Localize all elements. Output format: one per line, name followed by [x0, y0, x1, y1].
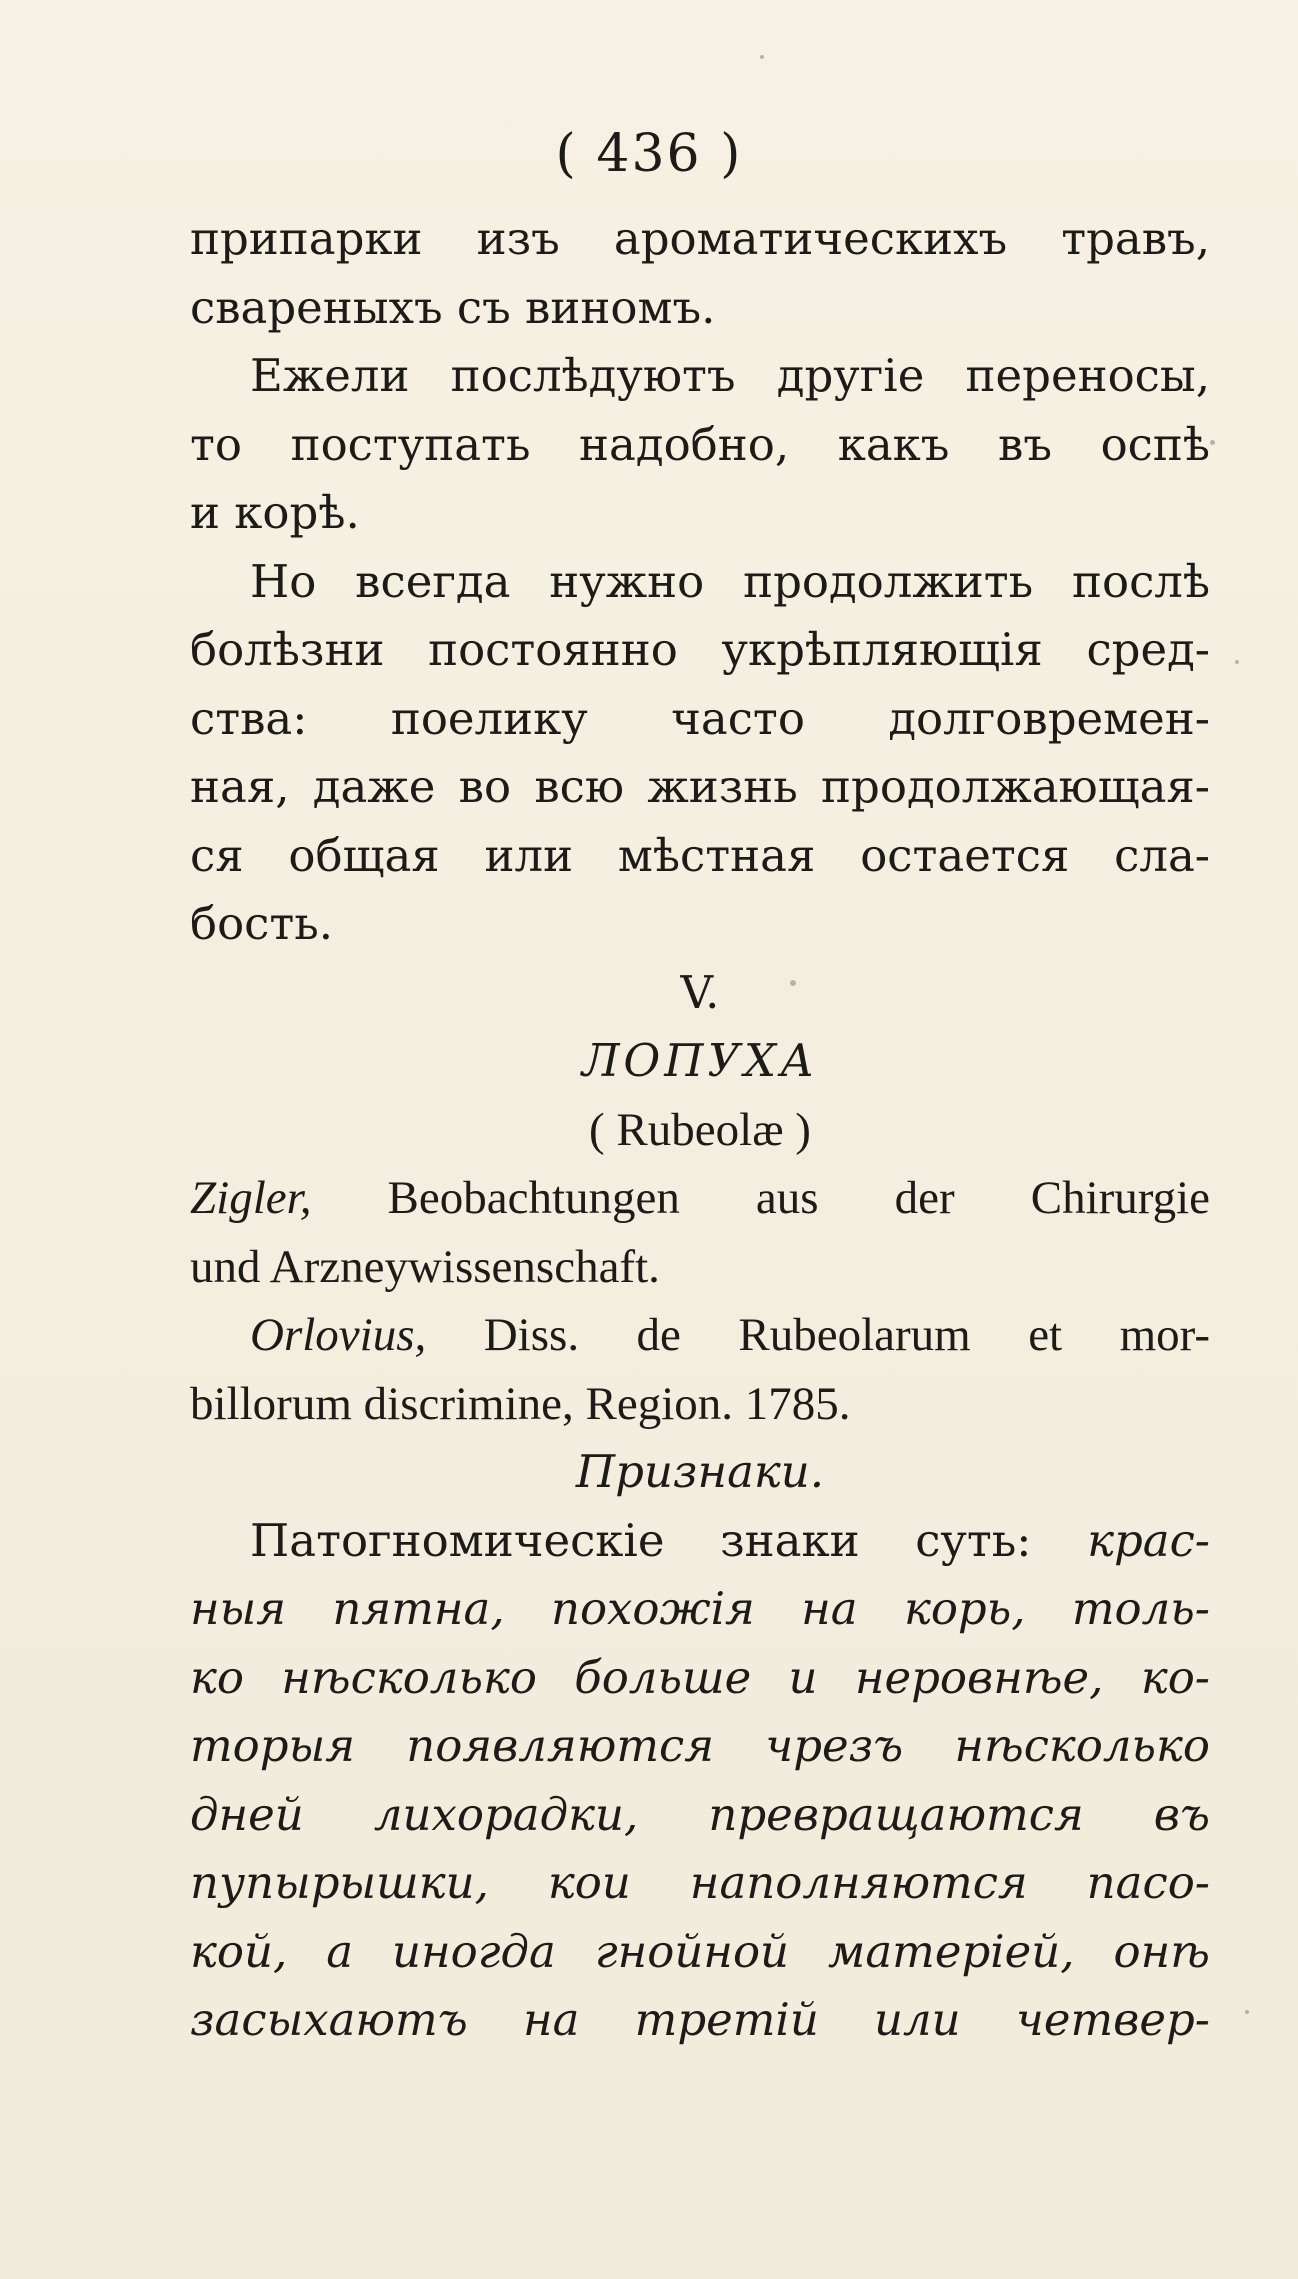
section-number: V. [680, 965, 720, 1019]
text-line: то поступать надобно, какъ въ оспѣ [190, 417, 1210, 471]
signs-text: крас- [1087, 1513, 1210, 1567]
reference-line [190, 1164, 1210, 1233]
text-line: ся общая или мѣстная остается сла- [190, 828, 1210, 882]
text-line: пупырышки, кои наполняются пасо- [190, 1856, 1210, 1909]
text-line: ная, даже во всю жизнь продолжающая- [190, 760, 1210, 813]
text-line: припарки изъ ароматическихъ травъ, [190, 212, 1210, 265]
text-line: Ежели послѣдуютъ другіе переносы, [250, 349, 1210, 402]
reference-author: Orlovius, [250, 1309, 427, 1361]
reference-line: billorum discrimine, Region. 1785. [190, 1377, 851, 1430]
reference-line [190, 1301, 1210, 1370]
text-line: и корѣ. [190, 486, 360, 539]
text-line: торыя появляются чрезъ нѣсколько [190, 1719, 1210, 1772]
ink-speck [760, 55, 764, 59]
text-line: ныя пятна, похожія на корь, толь- [190, 1582, 1210, 1635]
signs-lead: Патогномическіе знаки суть: [250, 1513, 1032, 1567]
text-line: ства: поелику часто долговремен- [190, 691, 1210, 745]
text-line: бость. [190, 897, 334, 950]
reference-text: Diss. de Rubeolarum et mor- [483, 1309, 1211, 1361]
reference-line: und Arzneywissenschaft. [190, 1240, 660, 1293]
text-line: свареныхъ съ виномъ. [190, 280, 716, 334]
text-line: дней лихорадки, превращаются въ [190, 1787, 1210, 1841]
page-number: ( 436 ) [555, 124, 743, 184]
text-line: Но всегда нужно продолжить послѣ [250, 554, 1210, 608]
reference-text: Beobachtungen aus der Chirurgie [387, 1172, 1210, 1224]
ink-speck [1245, 2010, 1249, 2014]
section-latin-name: ( Rubeolæ ) [589, 1103, 811, 1156]
text-line: ко нѣсколько больше и неровнѣе, ко- [190, 1650, 1210, 1704]
text-line: кой, а иногда гнойной матеріей, онѣ [190, 1924, 1210, 1978]
text-line: засыхаютъ на третій или четвер- [190, 1993, 1210, 2046]
text-line [190, 1507, 1210, 1576]
ink-speck [1210, 440, 1215, 445]
page-text [190, 205, 1210, 2055]
ink-speck [1235, 660, 1239, 664]
reference-author: Zigler, [190, 1172, 312, 1224]
section-title: ЛОПУХА [581, 1034, 819, 1087]
text-line: болѣзни постоянно укрѣпляющія сред- [190, 623, 1210, 676]
subheading: Признаки. [575, 1445, 825, 1498]
